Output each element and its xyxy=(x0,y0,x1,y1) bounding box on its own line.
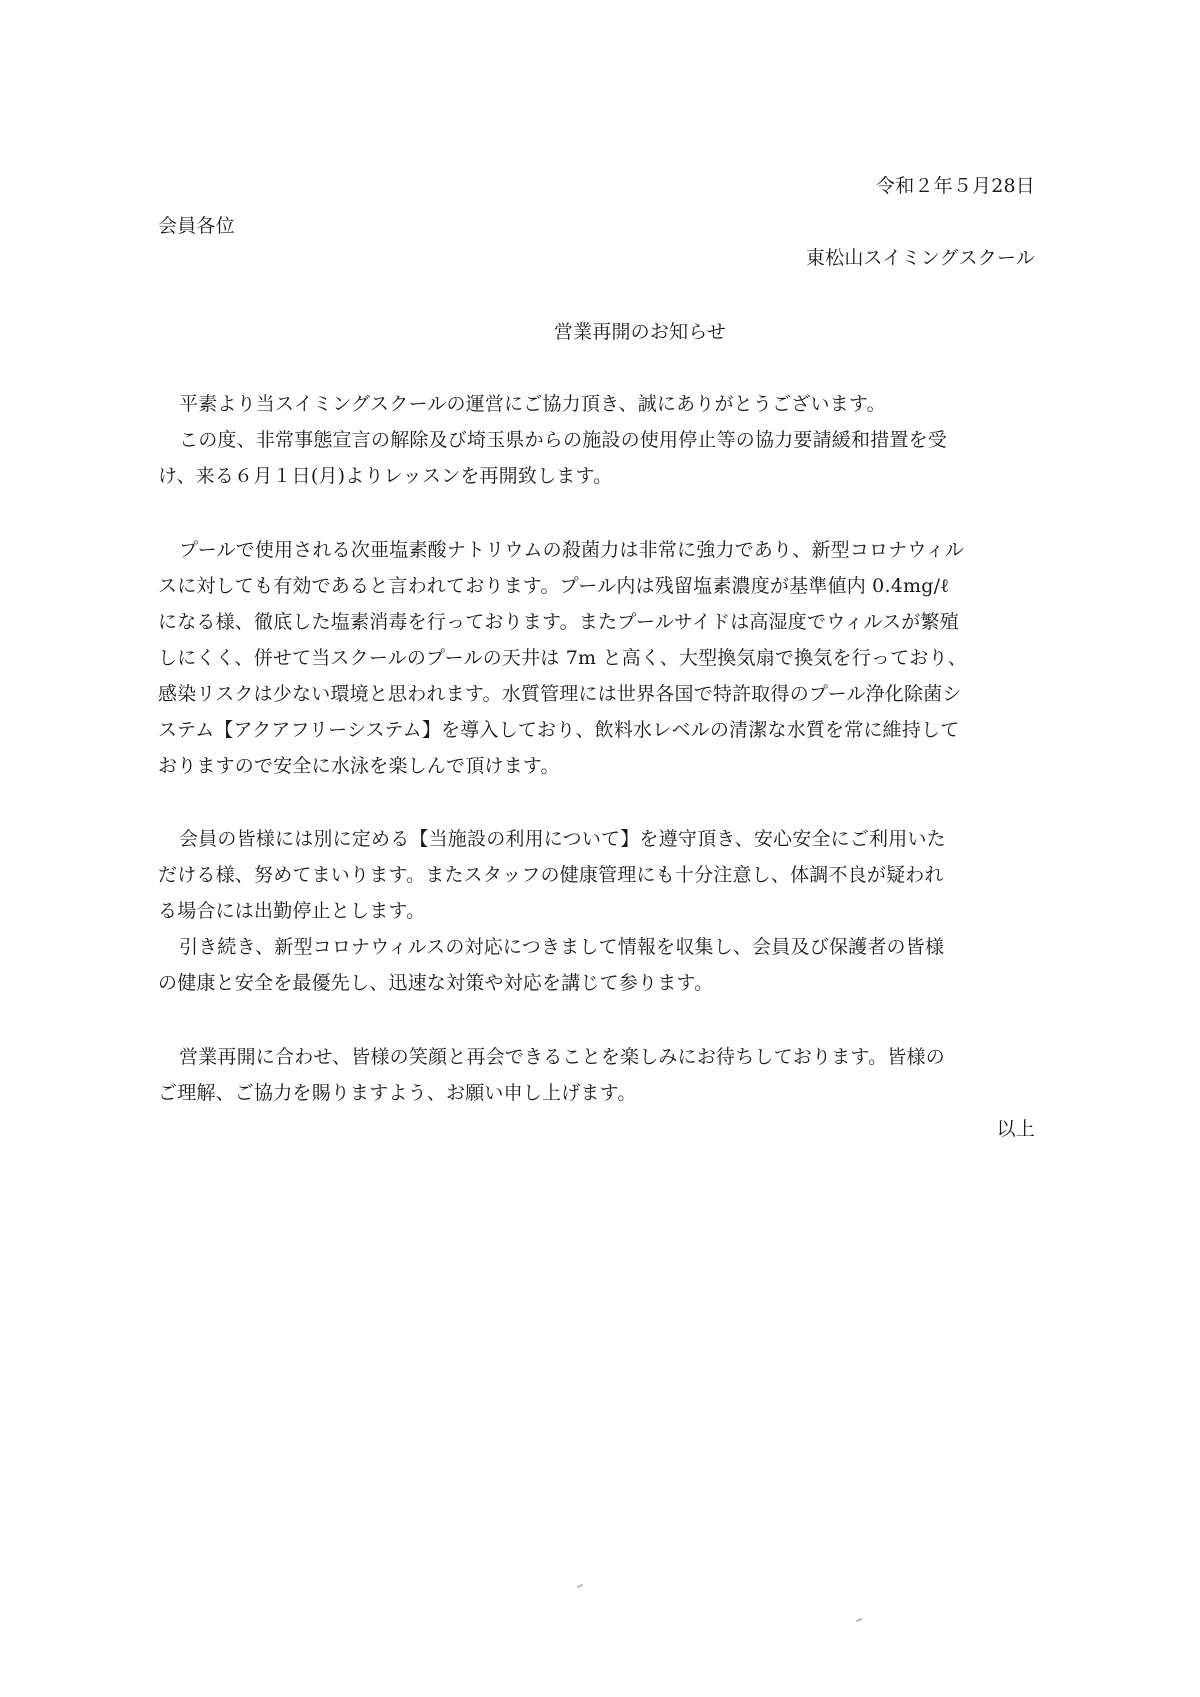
body-line: 引き続き、新型コロナウィルスの対応につきまして情報を収集し、会員及び保護者の皆様 xyxy=(179,936,945,958)
body-line: る場合には出勤停止とします。 xyxy=(158,900,426,922)
body-line: プールで使用される次亜塩素酸ナトリウムの殺菌力は非常に強力であり、新型コロナウィル xyxy=(179,539,964,561)
letter-title: 営業再開のお知らせ xyxy=(553,321,727,343)
body-line: の健康と安全を最優先し、迅速な対策や対応を講じて参ります。 xyxy=(158,972,714,994)
body-line: スに対しても有効であると言われております。プール内は残留塩素濃度が基準値内 0.4mg/ℓ xyxy=(158,575,950,597)
body-line: おりますので安全に水泳を楽しんで頂けます。 xyxy=(158,755,560,777)
body-line: しにくく、併せて当スクールのプールの天井は 7m と高く、大型換気扇で換気を行っており、 xyxy=(158,647,967,669)
letter-date: 令和２年５月28日 xyxy=(876,175,1035,197)
body-line: ご理解、ご協力を賜りますよう、お願い申し上げます。 xyxy=(158,1082,637,1104)
body-line: 平素より当スイミングスクールの運営にご協力頂き、誠にありがとうございます。 xyxy=(179,393,886,415)
scan-speck xyxy=(577,1584,583,1588)
body-line: 会員の皆様には別に定める【当施設の利用について】を遵守頂き、安心安全にご利用いた xyxy=(179,828,946,850)
body-line: この度、非常事態宣言の解除及び埼玉県からの施設の使用停止等の協力要請緩和措置を受 xyxy=(179,429,948,451)
scan-speck xyxy=(856,1618,862,1622)
body-line: 感染リスクは少ない環境と思われます。水質管理には世界各国で特許取得のプール浄化除菌シ xyxy=(158,683,962,705)
recipient: 会員各位 xyxy=(158,215,235,237)
body-line: け、来る６月１日(月)よりレッスンを再開致します。 xyxy=(158,465,613,487)
sender-name: 東松山スイミングスクール xyxy=(805,247,1035,269)
body-line: になる様、徹底した塩素消毒を行っております。またプールサイドは高湿度でウィルスが繁殖 xyxy=(158,611,959,633)
body-line: ステム【アクアフリーシステム】を導入しており、飲料水レベルの清潔な水質を常に維持して xyxy=(158,719,960,741)
closing-mark: 以上 xyxy=(996,1118,1035,1140)
body-line: だける様、努めてまいります。またスタッフの健康管理にも十分注意し、体調不良が疑われ xyxy=(158,864,944,886)
body-line: 営業再開に合わせ、皆様の笑顔と再会できることを楽しみにお待ちしております。皆様の xyxy=(179,1046,945,1068)
